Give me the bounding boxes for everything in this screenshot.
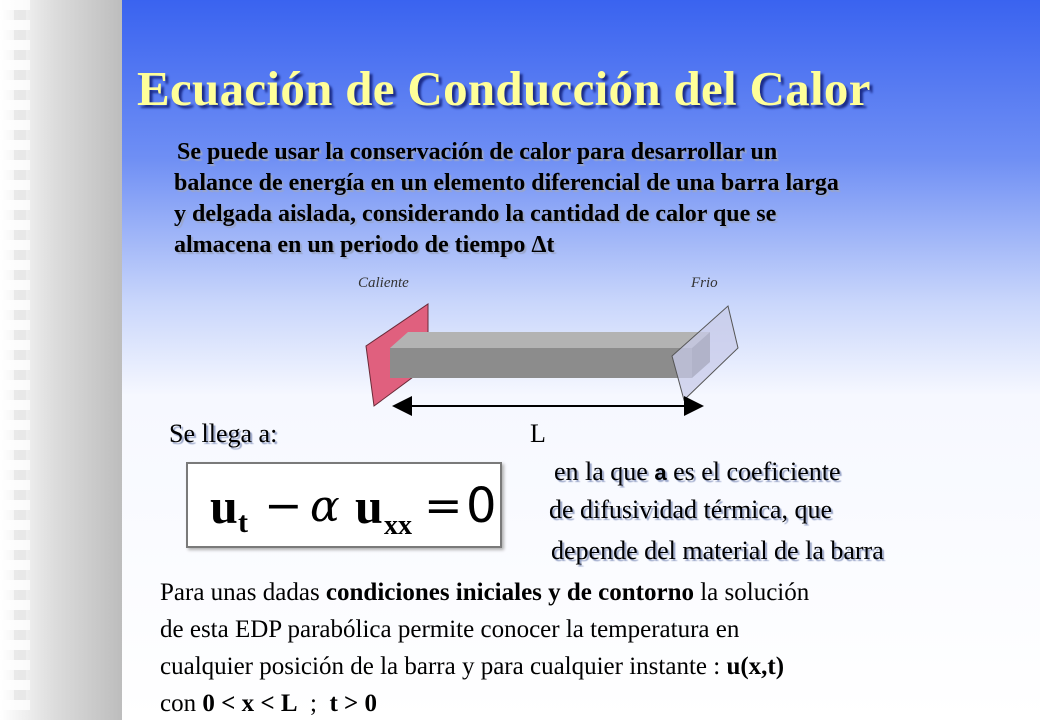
intro-line-4	[174, 230, 1004, 261]
result-label: Se llega a:	[169, 419, 278, 448]
intro-line-3: y delgada aislada, considerando la cantidad de calor que se	[174, 201, 777, 227]
left-decorative-band	[0, 0, 122, 720]
conditions-emphasis: condiciones iniciales y de contorno	[325, 579, 694, 606]
u-xt-emphasis: u(x,t)	[726, 653, 785, 680]
conclusion-line-3-pre: cualquier posición de la barra y para cualquier instante :	[160, 653, 727, 680]
conclusion-line-1-pre: Para unas dadas	[160, 579, 326, 606]
conclusion-separator: ;	[297, 690, 330, 717]
decorative-squares-inner	[14, 10, 26, 710]
conclusion-line-1-post: la solución	[693, 579, 810, 606]
hot-label: Caliente	[358, 275, 409, 291]
explanation-line-1-pre: en la que	[554, 457, 655, 486]
eq-sub-t: t	[238, 506, 248, 539]
intro-line-2: balance de energía en un elemento diferencial de una barra larga	[174, 170, 839, 196]
bar-front-face	[390, 348, 692, 378]
intro-paragraph	[174, 137, 1004, 261]
conclusion-line-3	[160, 648, 1020, 685]
conclusion-line-4-pre: con	[160, 690, 203, 717]
conclusion-line-1	[160, 574, 1020, 611]
cold-plate	[672, 306, 738, 400]
intro-line-4-text: almacena en un periodo de tiempo	[174, 232, 532, 258]
bar-top-face	[390, 332, 710, 348]
eq-equals: =	[424, 478, 463, 532]
length-label: L	[530, 419, 546, 448]
eq-u-term: u	[210, 478, 238, 534]
eq-minus: −	[264, 478, 303, 532]
eq-alpha: α	[310, 481, 340, 532]
explanation-line-2: de difusividad térmica, que	[549, 495, 833, 524]
explanation-line-3: depende del material de la barra	[551, 536, 884, 565]
conclusion-line-4	[160, 685, 1020, 722]
delta-t-symbol: Δt	[531, 232, 555, 258]
conclusion-line-2: de esta EDP parabólica permite conocer la temperatura en	[160, 616, 740, 643]
heat-equation-box	[186, 462, 502, 548]
explanation-line-1-post: es el coeficiente	[666, 457, 841, 486]
t-range-emphasis: t > 0	[329, 690, 378, 717]
cold-label: Frio	[691, 275, 718, 291]
heat-bar-diagram	[340, 296, 760, 422]
intro-line-1: Se puede usar la conservación de calor para desarrollar un	[177, 139, 778, 165]
heat-equation	[188, 464, 500, 546]
eq-u-term-2: u	[355, 478, 383, 534]
explanation-line-1	[554, 457, 841, 487]
x-range-emphasis: 0 < x < L	[202, 690, 298, 717]
eq-zero: 0	[466, 478, 497, 534]
alpha-symbol: a	[654, 460, 667, 485]
conclusion-paragraph	[160, 574, 1020, 722]
slide-title: Ecuación de Conducción del Calor	[137, 61, 871, 116]
eq-sub-xx: xx	[384, 510, 412, 541]
